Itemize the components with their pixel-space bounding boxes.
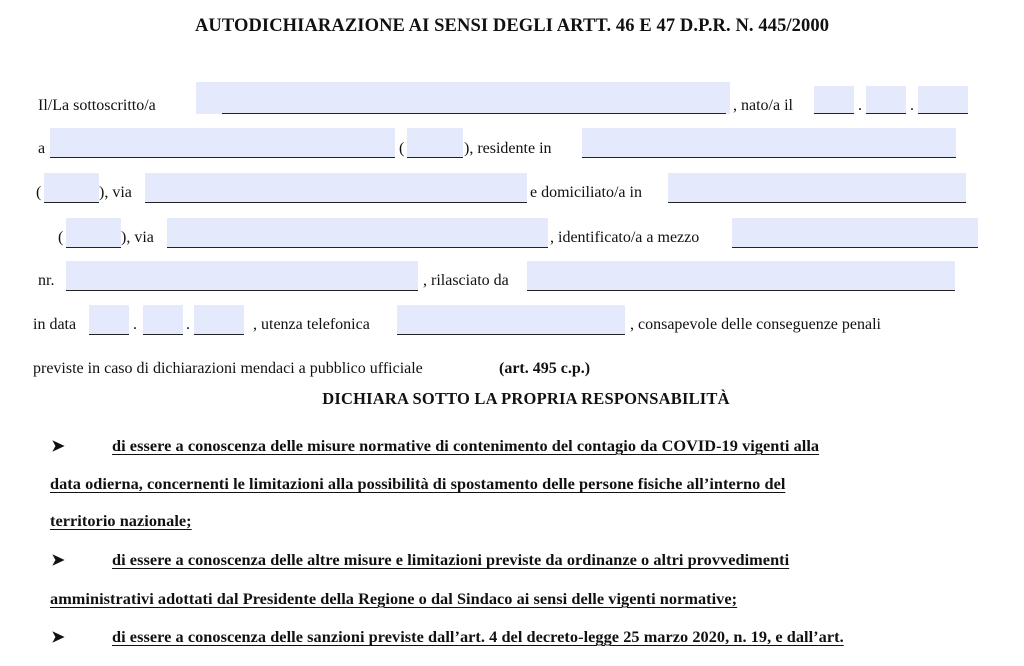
declaration-1-line-1: di essere a conoscenza delle misure normative di contenimento del contagio da COVID-19 vigenti alla: [112, 436, 820, 455]
date-separator: .: [186, 316, 190, 333]
in-data-label: in data: [33, 316, 77, 333]
provincia-nascita-underline: [407, 157, 463, 158]
identificato-label: , identificato/a a mezzo: [550, 229, 700, 246]
date-separator: .: [858, 97, 862, 114]
nr-label: nr.: [38, 272, 55, 289]
luogo-nascita-field[interactable]: [50, 128, 395, 158]
birth-month-field[interactable]: [866, 86, 906, 114]
nome-underline: [222, 113, 726, 114]
rilascio-month-field[interactable]: [143, 305, 183, 335]
via-label: ), via: [99, 184, 132, 201]
declaration-1-line-3: territorio nazionale;: [50, 511, 192, 530]
birth-month-underline: [866, 113, 906, 114]
numero-documento-underline: [66, 290, 418, 291]
rilascio-year-underline: [194, 334, 244, 335]
via-domicilio-field[interactable]: [167, 218, 548, 248]
residenza-underline: [582, 157, 956, 158]
birth-day-underline: [814, 113, 854, 114]
date-separator: .: [910, 97, 914, 114]
declaration-2-line-2: amministrativi adottati dal Presidente della Regione o dal Sindaco ai sensi delle vigenti normative;: [50, 589, 738, 608]
sottoscritto-label: Il/La sottoscritto/a: [38, 97, 156, 114]
articolo-text: (art. 495 c.p.): [499, 360, 591, 377]
rilasciato-label: , rilasciato da: [423, 272, 509, 289]
prov-open-paren: (: [58, 229, 64, 246]
residente-label: ), residente in: [464, 140, 552, 157]
consapevole-label: , consapevole delle conseguenze penali: [630, 316, 881, 333]
previste-text: previste in caso di dichiarazioni mendaci a pubblico ufficiale: [33, 360, 423, 377]
domiciliato-label: e domiciliato/a in: [530, 184, 642, 201]
documento-field[interactable]: [732, 218, 978, 248]
rilasciato-da-field[interactable]: [527, 261, 955, 291]
arrow-bullet-icon: ➤: [51, 552, 65, 569]
arrow-bullet-icon: ➤: [51, 629, 65, 646]
birth-day-field[interactable]: [814, 86, 854, 114]
provincia-domicilio-underline: [66, 247, 121, 248]
via-residenza-underline: [145, 202, 527, 203]
rilasciato-da-underline: [527, 290, 955, 291]
via-domicilio-underline: [167, 247, 548, 248]
birth-year-field[interactable]: [918, 86, 968, 114]
declaration-2-line-1: di essere a conoscenza delle altre misure e limitazioni previste da ordinanze o altri provvedimenti: [112, 550, 790, 569]
provincia-residenza-underline: [44, 202, 99, 203]
domicilio-underline: [668, 202, 966, 203]
document-title: AUTODICHIARAZIONE AI SENSI DEGLI ARTT. 46 E 47 D.P.R. N. 445/2000: [194, 16, 830, 36]
nato-label: , nato/a il: [733, 97, 793, 114]
rilascio-month-underline: [143, 334, 183, 335]
numero-documento-field[interactable]: [66, 261, 418, 291]
provincia-residenza-field[interactable]: [44, 173, 99, 203]
rilascio-day-underline: [89, 334, 129, 335]
rilascio-day-field[interactable]: [89, 305, 129, 335]
telefono-field[interactable]: [397, 305, 625, 335]
date-separator: .: [133, 316, 137, 333]
provincia-domicilio-field[interactable]: [66, 218, 121, 248]
telefono-underline: [397, 334, 625, 335]
luogo-nascita-underline: [50, 157, 395, 158]
dichiara-heading: DICHIARA SOTTO LA PROPRIA RESPONSABILITÀ: [322, 389, 730, 408]
a-label: a: [38, 140, 46, 157]
declaration-1-line-2: data odierna, concernenti le limitazioni alla possibilità di spostamento delle persone fisiche all’interno del: [50, 474, 786, 493]
documento-underline: [732, 247, 978, 248]
nome-field[interactable]: [196, 82, 730, 114]
declaration-3-line-1: di essere a conoscenza delle sanzioni previste dall’art. 4 del decreto-legge 25 marzo 2020, n. 19, e dall’art.: [112, 627, 844, 646]
via-residenza-field[interactable]: [145, 173, 527, 203]
via-label: ), via: [121, 229, 154, 246]
prov-open-paren: (: [36, 184, 42, 201]
birth-year-underline: [918, 113, 968, 114]
prov-open-paren: (: [399, 140, 405, 157]
arrow-bullet-icon: ➤: [51, 438, 65, 455]
domicilio-field[interactable]: [668, 173, 966, 203]
rilascio-year-field[interactable]: [194, 305, 244, 335]
utenza-label: , utenza telefonica: [253, 316, 370, 333]
residenza-field[interactable]: [582, 128, 956, 158]
provincia-nascita-field[interactable]: [407, 128, 463, 158]
